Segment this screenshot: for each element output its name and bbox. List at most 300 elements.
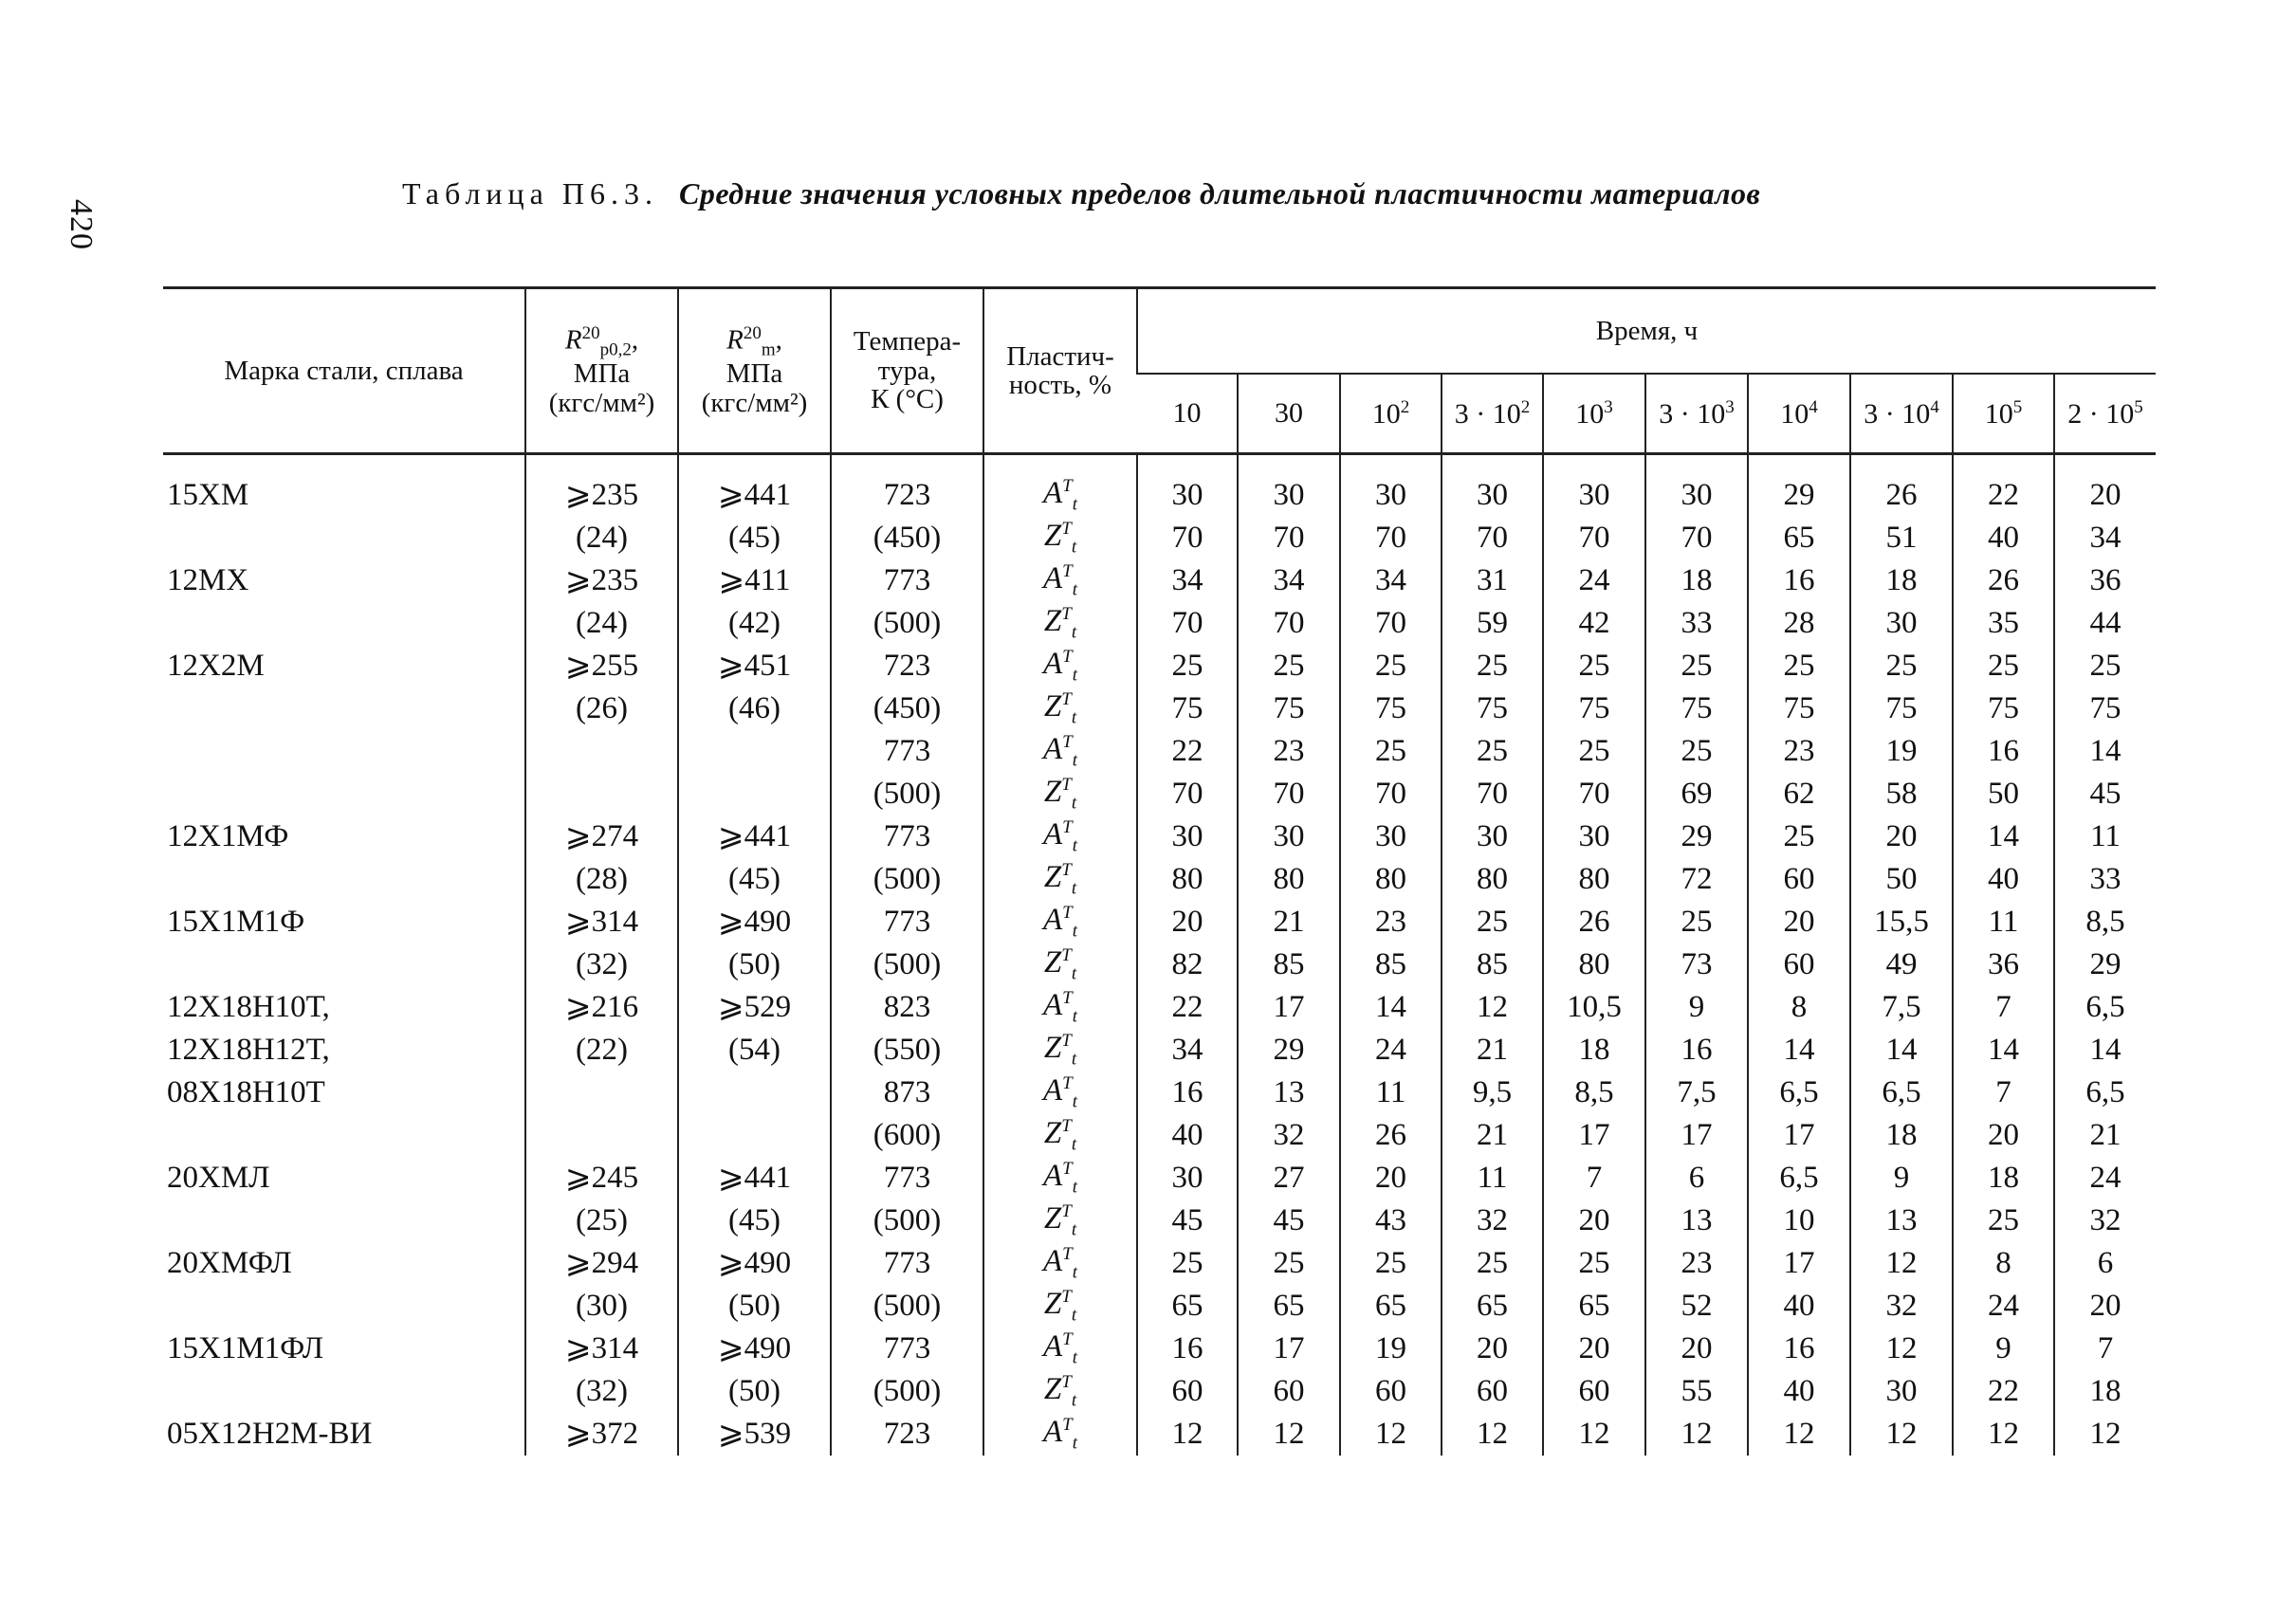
table-row — [163, 858, 2156, 901]
caption-label: Таблица П6.3. — [402, 176, 658, 211]
value-cell: 6,5 — [2054, 986, 2156, 1029]
grade-cell: 12Х18Н12Т, — [167, 1033, 330, 1067]
value-cell: 12 — [1238, 1413, 1340, 1456]
value-cell: 25 — [1238, 1242, 1340, 1285]
value-cell: 30 — [1442, 815, 1543, 858]
plasticity-cell: $Z^T_t$ — [983, 1370, 1137, 1413]
value-cell: 70 — [1543, 517, 1645, 559]
temperature-cell: 773 — [831, 901, 983, 943]
value-cell: 30 — [1442, 454, 1543, 518]
value-cell: 29 — [1238, 1029, 1340, 1072]
value-cell: 30 — [1137, 454, 1238, 518]
value-cell: 23 — [1645, 1242, 1748, 1285]
value-cell: 75 — [1340, 687, 1442, 730]
table-row — [163, 1370, 2156, 1413]
value-cell: 9 — [1645, 986, 1748, 1029]
value-cell: 12 — [1645, 1413, 1748, 1456]
value-cell: 70 — [1238, 602, 1340, 645]
rp02-cell: ⩾274 — [525, 815, 678, 858]
value-cell: 30 — [1543, 454, 1645, 518]
grade-cell — [163, 1285, 525, 1328]
rm-cell — [678, 1072, 831, 1114]
value-cell: 16 — [1953, 730, 2054, 773]
rp02-cell — [525, 1072, 678, 1114]
temperature-cell: (500) — [831, 943, 983, 986]
grade-cell — [163, 773, 525, 815]
value-cell: 23 — [1340, 901, 1442, 943]
value-cell: 60 — [1238, 1370, 1340, 1413]
value-cell: 75 — [1442, 687, 1543, 730]
value-cell: 34 — [1238, 559, 1340, 602]
plasticity-cell: $A^T_t$ — [983, 454, 1137, 518]
value-cell: 50 — [1850, 858, 1953, 901]
value-cell: 8,5 — [2054, 901, 2156, 943]
table-row — [163, 901, 2156, 943]
value-cell: 20 — [1748, 901, 1850, 943]
value-cell: 30 — [1340, 454, 1442, 518]
temperature-cell: 723 — [831, 454, 983, 518]
temperature-cell: 723 — [831, 1413, 983, 1456]
rm-cell: ⩾451 — [678, 645, 831, 687]
value-cell: 18 — [2054, 1370, 2156, 1413]
value-cell: 49 — [1850, 943, 1953, 986]
plasticity-cell: $Z^T_t$ — [983, 858, 1137, 901]
table-row — [163, 1114, 2156, 1157]
table-row — [163, 815, 2156, 858]
value-cell: 26 — [1953, 559, 2054, 602]
rm-cell: ⩾441 — [678, 454, 831, 518]
rm-cell: ⩾539 — [678, 1413, 831, 1456]
table-row — [163, 687, 2156, 730]
value-cell: 12 — [1850, 1413, 1953, 1456]
value-cell: 25 — [1748, 815, 1850, 858]
value-cell: 12 — [1442, 986, 1543, 1029]
plasticity-cell: $Z^T_t$ — [983, 687, 1137, 730]
plasticity-cell: $Z^T_t$ — [983, 1114, 1137, 1157]
plasticity-cell: $A^T_t$ — [983, 1328, 1137, 1370]
rm-cell: (50) — [678, 1285, 831, 1328]
temperature-cell: 723 — [831, 645, 983, 687]
value-cell: 33 — [1645, 602, 1748, 645]
value-cell: 25 — [1645, 730, 1748, 773]
value-cell: 14 — [1748, 1029, 1850, 1072]
value-cell: 13 — [1238, 1072, 1340, 1114]
value-cell: 6,5 — [2054, 1072, 2156, 1114]
value-cell: 27 — [1238, 1157, 1340, 1200]
value-cell: 21 — [1238, 901, 1340, 943]
value-cell: 29 — [1748, 454, 1850, 518]
time-col-header: $10^4$ — [1748, 374, 1850, 454]
time-col-header: $3 \cdot 10^3$ — [1645, 374, 1748, 454]
rp02-cell — [525, 773, 678, 815]
plasticity-cell: $Z^T_t$ — [983, 1285, 1137, 1328]
value-cell: 18 — [1953, 1157, 2054, 1200]
rp02-cell: (32) — [525, 943, 678, 986]
value-cell: 18 — [1850, 559, 1953, 602]
plasticity-cell: $A^T_t$ — [983, 730, 1137, 773]
table-caption — [402, 176, 2204, 211]
value-cell: 18 — [1850, 1114, 1953, 1157]
value-cell: 25 — [1543, 645, 1645, 687]
value-cell: 25 — [1543, 730, 1645, 773]
value-cell: 65 — [1238, 1285, 1340, 1328]
value-cell: 26 — [1340, 1114, 1442, 1157]
value-cell: 12 — [1137, 1413, 1238, 1456]
rp02-cell: (26) — [525, 687, 678, 730]
value-cell: 30 — [1645, 454, 1748, 518]
temperature-cell: (500) — [831, 1370, 983, 1413]
value-cell: 60 — [1137, 1370, 1238, 1413]
value-cell: 20 — [1137, 901, 1238, 943]
value-cell: 34 — [2054, 517, 2156, 559]
grade-cell: 20ХМФЛ — [167, 1246, 292, 1280]
value-cell: 70 — [1137, 773, 1238, 815]
value-cell: 50 — [1953, 773, 2054, 815]
value-cell: 24 — [2054, 1157, 2156, 1200]
value-cell: 25 — [1645, 645, 1748, 687]
value-cell: 58 — [1850, 773, 1953, 815]
temperature-cell: 873 — [831, 1072, 983, 1114]
value-cell: 7 — [1543, 1157, 1645, 1200]
value-cell: 23 — [1748, 730, 1850, 773]
rm-cell: ⩾441 — [678, 1157, 831, 1200]
temperature-cell: 773 — [831, 1328, 983, 1370]
value-cell: 72 — [1645, 858, 1748, 901]
rm-cell — [678, 773, 831, 815]
value-cell: 30 — [1238, 815, 1340, 858]
value-cell: 20 — [1953, 1114, 2054, 1157]
value-cell: 7,5 — [1645, 1072, 1748, 1114]
value-cell: 40 — [1748, 1370, 1850, 1413]
table-row — [163, 1242, 2156, 1285]
value-cell: 16 — [1645, 1029, 1748, 1072]
plasticity-cell: $A^T_t$ — [983, 815, 1137, 858]
grade-cell — [163, 1200, 525, 1242]
value-cell: 18 — [1543, 1029, 1645, 1072]
rp02-cell: ⩾216 — [525, 986, 678, 1029]
value-cell: 10 — [1748, 1200, 1850, 1242]
value-cell: 12 — [1953, 1413, 2054, 1456]
value-cell: 30 — [1543, 815, 1645, 858]
value-cell: 25 — [1442, 730, 1543, 773]
value-cell: 70 — [1645, 517, 1748, 559]
value-cell: 24 — [1953, 1285, 2054, 1328]
value-cell: 35 — [1953, 602, 2054, 645]
value-cell: 32 — [1442, 1200, 1543, 1242]
table-row — [163, 1200, 2156, 1242]
value-cell: 31 — [1442, 559, 1543, 602]
value-cell: 12 — [1748, 1413, 1850, 1456]
value-cell: 25 — [1137, 645, 1238, 687]
value-cell: 11 — [2054, 815, 2156, 858]
value-cell: 11 — [1442, 1157, 1543, 1200]
value-cell: 30 — [1850, 1370, 1953, 1413]
value-cell: 26 — [1850, 454, 1953, 518]
value-cell: 13 — [1645, 1200, 1748, 1242]
plasticity-cell: $A^T_t$ — [983, 986, 1137, 1029]
value-cell: 45 — [1137, 1200, 1238, 1242]
grade-cell — [163, 1114, 525, 1157]
value-cell: 16 — [1137, 1072, 1238, 1114]
table-row — [163, 1072, 2156, 1114]
value-cell: 8,5 — [1543, 1072, 1645, 1114]
value-cell: 16 — [1137, 1328, 1238, 1370]
plasticity-cell: $Z^T_t$ — [983, 1029, 1137, 1072]
value-cell: 7 — [2054, 1328, 2156, 1370]
value-cell: 80 — [1543, 858, 1645, 901]
table-row — [163, 730, 2156, 773]
value-cell: 70 — [1137, 602, 1238, 645]
value-cell: 34 — [1340, 559, 1442, 602]
value-cell: 62 — [1748, 773, 1850, 815]
value-cell: 17 — [1748, 1242, 1850, 1285]
rm-cell: (45) — [678, 517, 831, 559]
rm-cell: (50) — [678, 943, 831, 986]
header-rm: $R^{20}_m$, МПа (кгс/мм²) — [678, 288, 831, 454]
rm-cell: ⩾490 — [678, 1242, 831, 1285]
value-cell: 25 — [2054, 645, 2156, 687]
value-cell: 70 — [1442, 773, 1543, 815]
rp02-cell: ⩾372 — [525, 1413, 678, 1456]
plasticity-cell: $A^T_t$ — [983, 1072, 1137, 1114]
temperature-cell: (500) — [831, 602, 983, 645]
temperature-cell: 773 — [831, 730, 983, 773]
value-cell: 40 — [1953, 517, 2054, 559]
value-cell: 33 — [2054, 858, 2156, 901]
rp02-cell: (24) — [525, 602, 678, 645]
page-number: 420 — [64, 199, 99, 250]
value-cell: 14 — [1953, 815, 2054, 858]
value-cell: 70 — [1137, 517, 1238, 559]
table-row — [163, 454, 2156, 518]
value-cell: 9 — [1850, 1157, 1953, 1200]
value-cell: 19 — [1850, 730, 1953, 773]
rm-cell: (42) — [678, 602, 831, 645]
value-cell: 21 — [1442, 1114, 1543, 1157]
value-cell: 6,5 — [1850, 1072, 1953, 1114]
value-cell: 14 — [1850, 1029, 1953, 1072]
temperature-cell: (500) — [831, 1285, 983, 1328]
value-cell: 75 — [2054, 687, 2156, 730]
value-cell: 25 — [1748, 645, 1850, 687]
table-body — [163, 454, 2156, 1456]
value-cell: 34 — [1137, 559, 1238, 602]
value-cell: 65 — [1543, 1285, 1645, 1328]
temperature-cell: (550) — [831, 1029, 983, 1072]
value-cell: 70 — [1340, 517, 1442, 559]
plasticity-cell: $Z^T_t$ — [983, 943, 1137, 986]
value-cell: 7,5 — [1850, 986, 1953, 1029]
value-cell: 16 — [1748, 559, 1850, 602]
grade-cell: 15Х1М1Ф — [167, 905, 305, 939]
value-cell: 13 — [1850, 1200, 1953, 1242]
value-cell: 12 — [1442, 1413, 1543, 1456]
value-cell: 69 — [1645, 773, 1748, 815]
value-cell: 70 — [1340, 773, 1442, 815]
plasticity-cell: $Z^T_t$ — [983, 773, 1137, 815]
value-cell: 29 — [1645, 815, 1748, 858]
temperature-cell: (500) — [831, 1200, 983, 1242]
table-row — [163, 517, 2156, 559]
temperature-cell: 773 — [831, 815, 983, 858]
rp02-cell: ⩾255 — [525, 645, 678, 687]
value-cell: 36 — [1953, 943, 2054, 986]
value-cell: 28 — [1748, 602, 1850, 645]
grade-cell — [163, 687, 525, 730]
value-cell: 12 — [1850, 1328, 1953, 1370]
header-plasticity: Пластич- ность, % — [983, 288, 1137, 454]
caption-title: Средние значения условных пределов длительной пластичности материалов — [678, 176, 1761, 211]
value-cell: 42 — [1543, 602, 1645, 645]
grade-cell — [163, 730, 525, 773]
value-cell: 12 — [1850, 1242, 1953, 1285]
time-col-header: $3 \cdot 10^2$ — [1442, 374, 1543, 454]
value-cell: 75 — [1238, 687, 1340, 730]
value-cell: 6 — [1645, 1157, 1748, 1200]
value-cell: 60 — [1748, 943, 1850, 986]
value-cell: 14 — [2054, 1029, 2156, 1072]
rm-cell — [678, 730, 831, 773]
value-cell: 43 — [1340, 1200, 1442, 1242]
time-col-header: $3 \cdot 10^4$ — [1850, 374, 1953, 454]
temperature-cell: 773 — [831, 559, 983, 602]
time-col-header: $10^2$ — [1340, 374, 1442, 454]
table-row — [163, 645, 2156, 687]
rp02-cell: (22) — [525, 1029, 678, 1072]
value-cell: 85 — [1340, 943, 1442, 986]
value-cell: 25 — [1850, 645, 1953, 687]
rp02-cell: ⩾314 — [525, 1328, 678, 1370]
value-cell: 80 — [1543, 943, 1645, 986]
grade-cell: 08Х18Н10Т — [167, 1075, 325, 1109]
plasticity-cell: $A^T_t$ — [983, 1413, 1137, 1456]
rp02-cell: ⩾294 — [525, 1242, 678, 1285]
plasticity-cell: $A^T_t$ — [983, 645, 1137, 687]
value-cell: 16 — [1748, 1328, 1850, 1370]
value-cell: 12 — [1543, 1413, 1645, 1456]
value-cell: 45 — [1238, 1200, 1340, 1242]
value-cell: 20 — [1543, 1328, 1645, 1370]
time-col-header: 30 — [1238, 374, 1340, 454]
grade-cell: 12Х1МФ — [167, 819, 289, 853]
value-cell: 19 — [1340, 1328, 1442, 1370]
rm-cell: (54) — [678, 1029, 831, 1072]
value-cell: 65 — [1442, 1285, 1543, 1328]
value-cell: 26 — [1543, 901, 1645, 943]
value-cell: 70 — [1238, 517, 1340, 559]
value-cell: 22 — [1137, 986, 1238, 1029]
value-cell: 32 — [1850, 1285, 1953, 1328]
rm-cell: ⩾490 — [678, 901, 831, 943]
value-cell: 70 — [1442, 517, 1543, 559]
value-cell: 34 — [1137, 1029, 1238, 1072]
value-cell: 80 — [1340, 858, 1442, 901]
grade-cell — [163, 858, 525, 901]
value-cell: 82 — [1137, 943, 1238, 986]
value-cell: 20 — [1442, 1328, 1543, 1370]
value-cell: 70 — [1340, 602, 1442, 645]
temperature-cell: (450) — [831, 517, 983, 559]
value-cell: 12 — [1340, 1413, 1442, 1456]
temperature-cell: (600) — [831, 1114, 983, 1157]
value-cell: 11 — [1340, 1072, 1442, 1114]
value-cell: 60 — [1442, 1370, 1543, 1413]
value-cell: 75 — [1137, 687, 1238, 730]
table-row — [163, 1328, 2156, 1370]
value-cell: 70 — [1238, 773, 1340, 815]
value-cell: 14 — [2054, 730, 2156, 773]
value-cell: 21 — [1442, 1029, 1543, 1072]
value-cell: 75 — [1850, 687, 1953, 730]
rm-cell: ⩾529 — [678, 986, 831, 1029]
table-row — [163, 602, 2156, 645]
grade-cell — [163, 943, 525, 986]
rp02-cell: ⩾235 — [525, 454, 678, 518]
value-cell: 25 — [1543, 1242, 1645, 1285]
table-row — [163, 1157, 2156, 1200]
rp02-cell: ⩾245 — [525, 1157, 678, 1200]
plasticity-cell: $A^T_t$ — [983, 559, 1137, 602]
value-cell: 22 — [1137, 730, 1238, 773]
header-time: Время, ч — [1137, 288, 2156, 375]
temperature-cell: 823 — [831, 986, 983, 1029]
rp02-cell: (32) — [525, 1370, 678, 1413]
value-cell: 40 — [1137, 1114, 1238, 1157]
value-cell: 30 — [1238, 454, 1340, 518]
value-cell: 17 — [1748, 1114, 1850, 1157]
value-cell: 45 — [2054, 773, 2156, 815]
value-cell: 22 — [1953, 454, 2054, 518]
value-cell: 29 — [2054, 943, 2156, 986]
grade-cell — [163, 602, 525, 645]
grade-cell: 12МХ — [167, 563, 249, 597]
value-cell: 59 — [1442, 602, 1543, 645]
value-cell: 40 — [1748, 1285, 1850, 1328]
value-cell: 75 — [1543, 687, 1645, 730]
table-row — [163, 986, 2156, 1029]
value-cell: 18 — [1645, 559, 1748, 602]
value-cell: 20 — [2054, 1285, 2156, 1328]
value-cell: 65 — [1340, 1285, 1442, 1328]
value-cell: 12 — [2054, 1413, 2156, 1456]
value-cell: 32 — [1238, 1114, 1340, 1157]
value-cell: 23 — [1238, 730, 1340, 773]
plasticity-cell: $Z^T_t$ — [983, 1200, 1137, 1242]
rp02-cell: (30) — [525, 1285, 678, 1328]
value-cell: 75 — [1645, 687, 1748, 730]
value-cell: 60 — [1340, 1370, 1442, 1413]
value-cell: 44 — [2054, 602, 2156, 645]
value-cell: 22 — [1953, 1370, 2054, 1413]
plasticity-cell: $A^T_t$ — [983, 1242, 1137, 1285]
value-cell: 25 — [1442, 645, 1543, 687]
value-cell: 20 — [1543, 1200, 1645, 1242]
value-cell: 25 — [1137, 1242, 1238, 1285]
rm-cell: ⩾441 — [678, 815, 831, 858]
value-cell: 75 — [1953, 687, 2054, 730]
value-cell: 24 — [1543, 559, 1645, 602]
temperature-cell: (500) — [831, 858, 983, 901]
rm-cell: ⩾490 — [678, 1328, 831, 1370]
temperature-cell: (450) — [831, 687, 983, 730]
value-cell: 25 — [1442, 1242, 1543, 1285]
value-cell: 36 — [2054, 559, 2156, 602]
value-cell: 17 — [1238, 1328, 1340, 1370]
temperature-cell: 773 — [831, 1157, 983, 1200]
value-cell: 25 — [1340, 730, 1442, 773]
table-row — [163, 559, 2156, 602]
value-cell: 14 — [1340, 986, 1442, 1029]
